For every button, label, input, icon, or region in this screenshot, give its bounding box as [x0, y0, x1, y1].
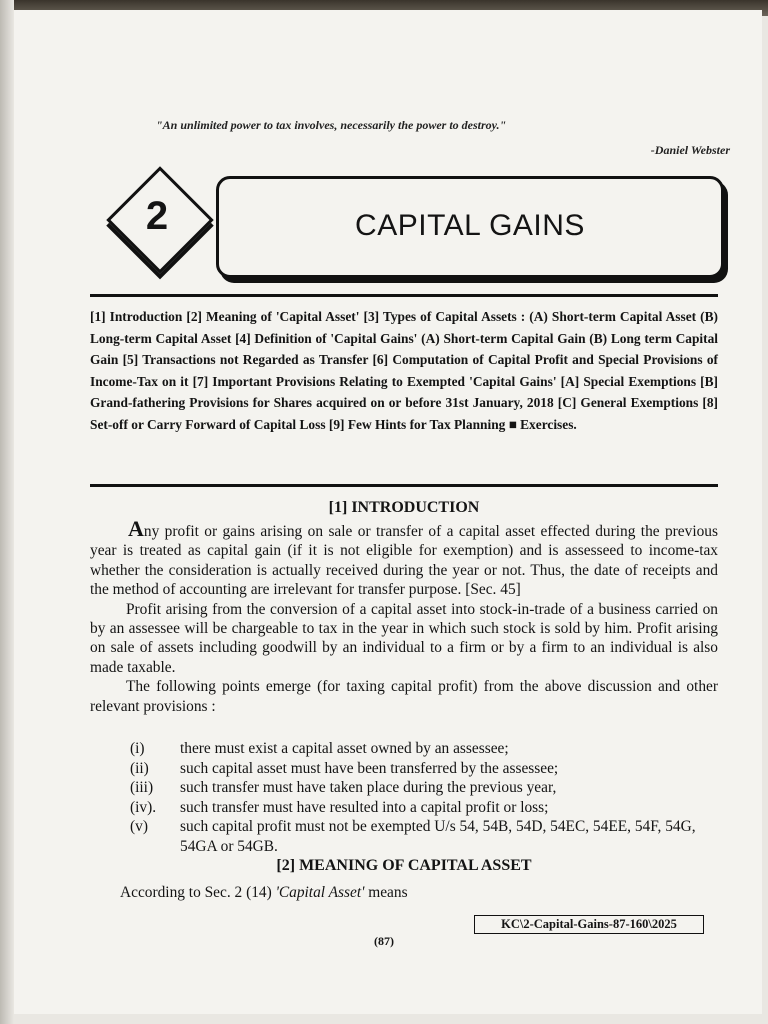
epigraph-author: -Daniel Webster	[650, 143, 730, 157]
paragraph-1-text: ny profit or gains arising on sale or transfer of a capital asset effected during the previous year is treated as capital gain (if it is not eligible for exemption) and is assesseed to income-tax whether the consideration is actually received during the year or not. Thus, the date of receipts and the method of accounting are irrelevant for transfer purpose. [Sec. 45]	[90, 523, 718, 599]
page-number: (87)	[374, 934, 394, 948]
list-item-text: such transfer must have resulted into a capital profit or loss;	[180, 798, 549, 816]
epigraph-quote: "An unlimited power to tax involves, necessarily the power to destroy."	[156, 118, 507, 132]
list-item	[130, 817, 720, 856]
list-item-text: there must exist a capital asset owned by an assessee;	[180, 740, 509, 757]
list-item-text: such capital asset must have been transferred by the assessee;	[180, 759, 559, 777]
list-item	[130, 798, 720, 818]
list-item-number: (ii)	[130, 759, 149, 777]
chapter-number: 2	[145, 194, 169, 238]
top-divider	[90, 294, 718, 297]
chapter-title-box	[216, 176, 724, 278]
list-item-text: such capital profit must not be exempted U/s 54, 54B, 54D, 54EC, 54EE, 54F, 54G, 54GA or 54GB.	[180, 818, 696, 855]
list-item-text: such transfer must have taken place during the previous year,	[180, 779, 557, 797]
list-item	[130, 739, 720, 759]
capital-asset-lead	[120, 883, 680, 902]
defined-term: 'Capital Asset'	[275, 884, 365, 901]
chapter-contents: [1] Introduction [2] Meaning of 'Capital Asset' [3] Types of Capital Assets : (A) Short-term Capital Asset (B) Long-term Capital Asset [4] Definition of 'Capital Gains' (A) Short-term Capital Gain (B) Long term Capital Gain [5] Transactions not Regarded as Transfer [6] Computation of Capital Profit and Special Provisions of Income-Tax on it [7] Important Provisions Relating to Exempted 'Capital Gains' [A] Special Exemptions [B] Grand-fathering Provisions for Shares acquired on or before 31st January, 2018 [C] General Exemptions [8] Set-off or Carry Forward of Capital Loss [9] Few Hints for Tax Planning ■ Exercises.	[90, 309, 718, 432]
conditions-list	[130, 739, 720, 857]
drop-cap: A	[128, 516, 144, 541]
bottom-divider	[90, 484, 718, 487]
chapter-title: CAPITAL GAINS	[355, 209, 585, 242]
introduction-body	[90, 516, 718, 716]
lead-text: According to Sec. 2 (14)	[120, 884, 276, 901]
list-item-number: (iii)	[130, 779, 154, 797]
list-item	[130, 778, 720, 798]
scan-left-edge	[0, 0, 14, 1024]
list-item	[130, 759, 720, 779]
paragraph-1	[90, 516, 718, 600]
chapter-number-badge	[96, 178, 212, 270]
file-reference: KC\2-Capital-Gains-87-160\2025	[474, 915, 704, 934]
paragraph-2: Profit arising from the conversion of a capital asset into stock-in-trade of a business carried on by an assessee will be chargeable to tax in the year in which such stock is sold by him. Profit arising on sale of assets including goodwill by an individual to a firm or by a firm to an individual is also made taxable.	[90, 600, 718, 676]
paragraph-3: The following points emerge (for taxing capital profit) from the above discussion and other relevant provisions :	[90, 678, 718, 715]
section-heading-capital-asset: [2] MEANING OF CAPITAL ASSET	[276, 857, 532, 874]
tail-text: means	[364, 884, 408, 901]
list-item-number: (iv).	[130, 798, 157, 816]
section-heading-introduction: [1] INTRODUCTION	[328, 499, 480, 516]
list-item-number: (v)	[130, 818, 148, 836]
list-item-number: (i)	[130, 740, 145, 757]
